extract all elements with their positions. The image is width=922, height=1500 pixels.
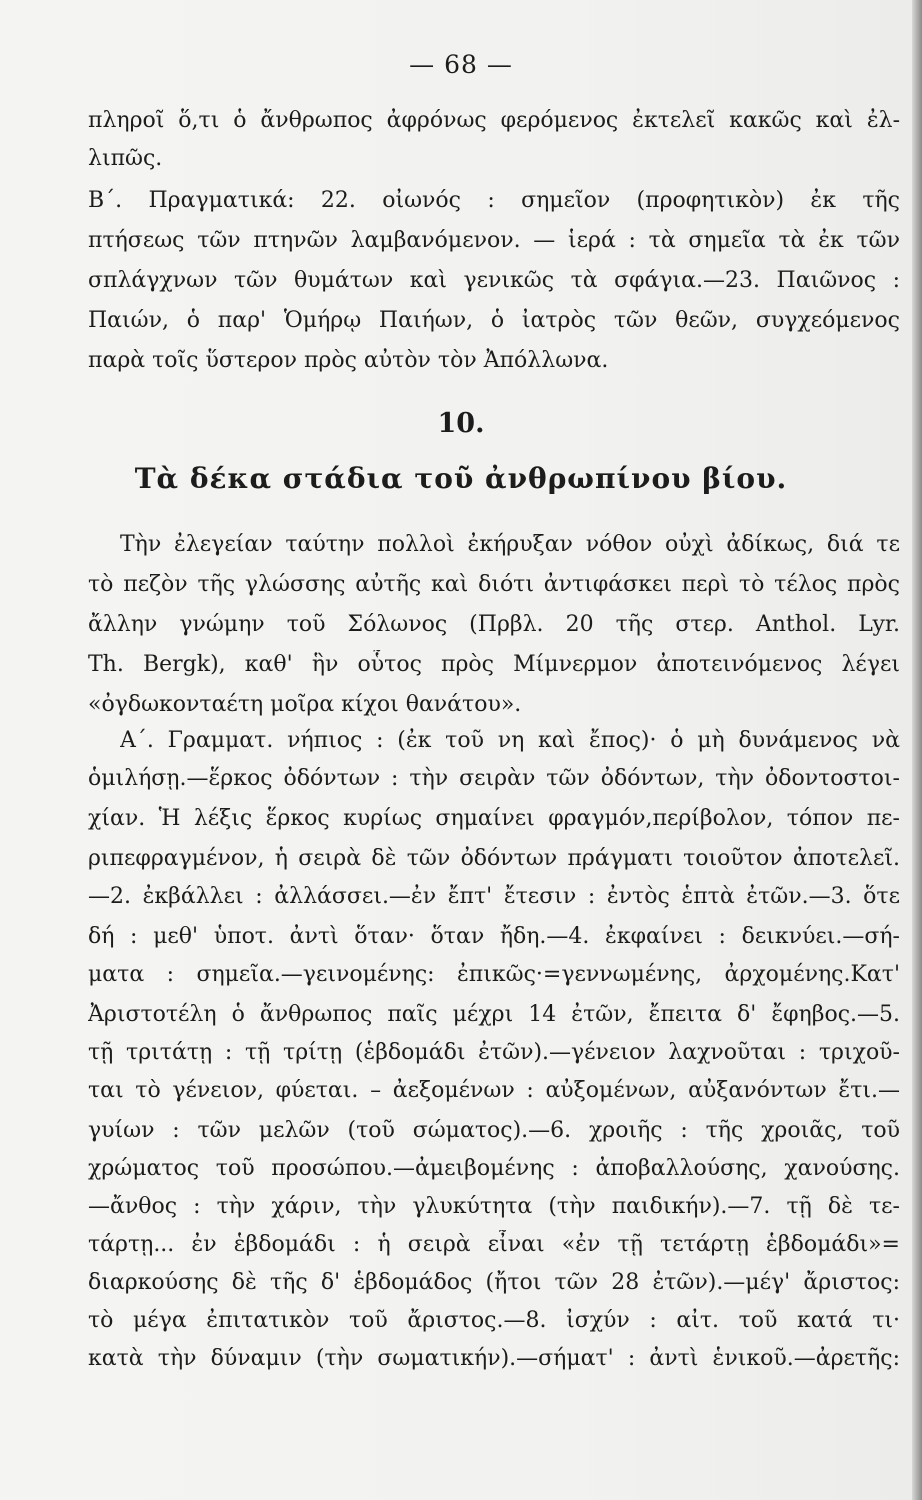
text-line: ται τὸ γένειον, φύεται. – ἀεξομένων : αὐξομένων, αὐξανόντων ἔτι.— [88,1078,900,1103]
text-line: Παιών, ὁ παρ' Ὁμήρῳ Παιήων, ὁ ἰατρὸς τῶν θεῶν, συγχεόμενος [88,308,900,333]
text-line: ὁμιλήσῃ.—ἕρκος ὀδόντων : τὴν σειρὰν τῶν ὀδόντων, τὴν ὀδοντοστοι- [88,766,900,791]
text-line: τὸ μέγα ἐπιτατικὸν τοῦ ἄριστος.—8. ἰσχύν : αἰτ. τοῦ κατά τι· [88,1308,900,1333]
text-line: χίαν. Ἡ λέξις ἕρκος κυρίως σημαίνει φραγμόν,περίβολον, τόπον πε- [88,806,900,831]
text-line: —ἄνθος : τὴν χάριν, τὴν γλυκύτητα (τὴν παιδικήν).—7. τῇ δὲ τε- [88,1194,900,1219]
text-line: λιπῶς. [88,146,163,171]
section-title: Τὰ δέκα στάδια τοῦ ἀνθρωπίνου βίου. [134,462,788,495]
text-line: γυίων : τῶν μελῶν (τοῦ σώματος).—6. χροιῆς : τῆς χροιᾶς, τοῦ [88,1118,900,1143]
text-line: τὸ πεζὸν τῆς γλώσσης αὐτῆς καὶ διότι ἀντιφάσκει περὶ τὸ τέλος πρὸς [88,572,900,597]
page-edge-shadow [912,0,922,1500]
text-line: κατὰ τὴν δύναμιν (τὴν σωματικήν).—σήματ' : ἀντὶ ἑνικοῦ.—ἀρετῆς: [88,1346,900,1371]
text-line: πληροῖ ὅ,τι ὁ ἄνθρωπος ἀφρόνως φερόμενος ἐκτελεῖ κακῶς καὶ ἐλ- [88,108,900,133]
text-line: Τὴν ἐλεγείαν ταύτην πολλοὶ ἐκήρυξαν νόθον οὐχὶ ἀδίκως, διά τε [120,532,900,557]
text-line: «ὀγδωκονταέτη μοῖρα κίχοι θανάτου». [88,692,522,717]
text-line: διαρκούσης δὲ τῆς δ' ἑβδομάδος (ἤτοι τῶν 28 ἐτῶν).—μέγ' ἄριστος: [88,1270,900,1295]
text-line: τάρτῃ... ἐν ἑβδομάδι : ἡ σειρὰ εἶναι «ἐν τῇ τετάρτῃ ἑβδομάδι»= [88,1232,900,1257]
text-line: —2. ἐκβάλλει : ἀλλάσσει.—ἐν ἔπτ' ἔτεσιν : ἐντὸς ἑπτὰ ἐτῶν.—3. ὅτε [88,884,900,909]
text-line: Ἀριστοτέλη ὁ ἄνθρωπος παῖς μέχρι 14 ἐτῶν, ἔπειτα δ' ἔφηβος.—5. [88,1002,900,1027]
text-line: παρὰ τοῖς ὕστερον πρὸς αὐτὸν τὸν Ἀπόλλωνα. [88,348,609,373]
text-line: χρώματος τοῦ προσώπου.—ἀμειβομένης : ἀποβαλλούσης, χανούσης. [88,1156,900,1181]
text-line: Α΄. Γραμματ. νήπιος : (ἐκ τοῦ νη καὶ ἔπος)· ὁ μὴ δυνάμενος νὰ [120,728,900,753]
section-number: 10. [437,408,485,439]
page-number: — 68 — [409,50,513,79]
text-line: Β΄. Πραγματικά: 22. οἰωνός : σημεῖον (προφητικὸν) ἐκ τῆς [88,188,900,213]
text-line: σπλάγχνων τῶν θυμάτων καὶ γενικῶς τὰ σφάγια.—23. Παιῶνος : [88,268,900,293]
text-line: Th. Bergk), καθ' ἣν οὗτος πρὸς Μίμνερμον ἀποτεινόμενος λέγει [88,652,900,677]
text-line: πτήσεως τῶν πτηνῶν λαμβανόμενον. — ἱερά : τὰ σημεῖα τὰ ἐκ τῶν [88,228,900,253]
text-line: ριπεφραγμένον, ἡ σειρὰ δὲ τῶν ὀδόντων πράγματι τοιοῦτον ἀποτελεῖ. [88,846,900,871]
text-line: ματα : σημεῖα.—γεινομένης: ἐπικῶς·=γεννωμένης, ἀρχομένης.Κατ' [88,962,900,987]
text-line: ἄλλην γνώμην τοῦ Σόλωνος (Πρβλ. 20 τῆς στερ. Anthol. Lyr. [88,612,900,637]
text-line: τῇ τριτάτῃ : τῇ τρίτῃ (ἑβδομάδι ἐτῶν).—γένειον λαχνοῦται : τριχοῦ- [88,1040,900,1065]
text-line: δή : μεθ' ὑποτ. ἀντὶ ὅταν· ὅταν ἤδη.—4. ἐκφαίνει : δεικνύει.—σή- [88,924,900,949]
